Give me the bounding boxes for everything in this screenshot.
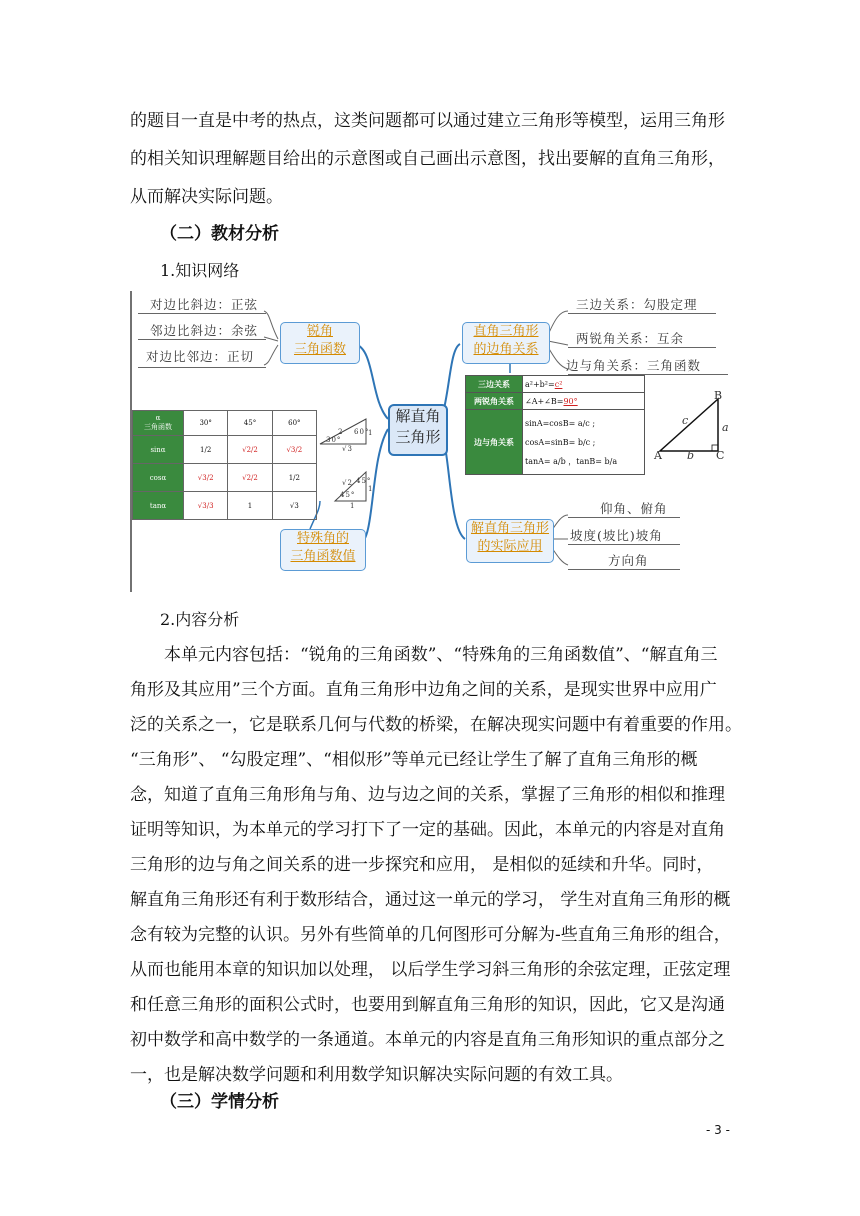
subsection-title: 2.内容分析 (160, 610, 240, 629)
node-right-line1: 直角三角形 (473, 324, 539, 339)
tri1-leg: 1 (368, 429, 374, 437)
section-heading: （三）学情分析 (160, 1092, 279, 1112)
content-line: 解直角三角形还有利于数形结合，通过这一单元的学习， 学生对直角三角形的概 (130, 890, 731, 910)
leaf-three-sides: 三边关系：勾股定理 (576, 297, 698, 312)
special-row-name: cosα (133, 464, 184, 492)
triangle-label-B: B (714, 389, 724, 402)
leaf-underline (568, 569, 680, 570)
relation-content (523, 393, 645, 410)
triangle-label-c: c (682, 414, 690, 427)
leaf-two-angles: 两锐角关系：互余 (576, 331, 685, 346)
special-value: √3/2 (184, 464, 228, 492)
relation-row (466, 376, 645, 393)
corner-label: 三角函数 (144, 423, 172, 431)
leaf-direction-angle: 方向角 (608, 553, 649, 568)
special-row (133, 492, 317, 520)
node-acute-trig (280, 322, 360, 364)
special-value: 1/2 (272, 464, 316, 492)
section-heading: （二）教材分析 (160, 224, 279, 244)
tri1-base: √3 (342, 445, 353, 453)
tri2-angle-bottom: 45° (340, 491, 356, 499)
special-header-row (133, 411, 317, 436)
special-header: 60° (272, 411, 316, 436)
relation-label: 两锐角关系 (466, 393, 523, 410)
relation-label: 三边关系 (466, 376, 523, 393)
special-value: 1/2 (184, 436, 228, 464)
relation-formula: a²+b²= (525, 379, 555, 389)
tri2-hyp: √2 (342, 479, 353, 487)
node-apply-line2: 的实际应用 (477, 539, 543, 554)
special-value: 1 (228, 492, 272, 520)
leaf-underline (138, 367, 266, 368)
intro-line: 从而解决实际问题。 (130, 187, 283, 207)
tri2-leg: 1 (368, 485, 374, 493)
special-value: √2/2 (228, 436, 272, 464)
leaf-underline (138, 313, 266, 314)
relation-label: 边与角关系 (466, 410, 523, 475)
special-corner (133, 411, 184, 436)
relation-row (466, 410, 645, 475)
special-row-name: sinα (133, 436, 184, 464)
leaf-underline (568, 544, 680, 545)
content-line: 从而也能用本章的知识加以处理， 以后学生学习斜三角形的余弦定理，正弦定理 (130, 960, 731, 980)
tri2-base: 1 (350, 502, 356, 510)
content-line: 本单元内容包括：“锐角的三角函数”、“特殊角的三角函数值”、“解直角三 (164, 645, 718, 665)
triangle-label-b: b (687, 449, 696, 462)
triangle-label-a: a (722, 421, 730, 434)
leaf-underline (568, 517, 680, 518)
page-number: - 3 - (706, 1123, 730, 1137)
leaf-tangent: 对边比邻边：正切 (146, 349, 255, 364)
special-value: √3 (272, 492, 316, 520)
leaf-underline (568, 347, 716, 348)
tri1-angle30: 30° (326, 436, 342, 444)
content-line: 证明等知识，为本单元的学习打下了一定的基础。因此，本单元的内容是对直角 (130, 820, 725, 840)
leaf-elevation-depression: 仰角、俯角 (600, 501, 668, 516)
side-angle-formula: cosA=sinB= b/c ; (525, 437, 596, 447)
side-angle-formula: sinA=cosB= a/c ; (525, 418, 596, 428)
tri1-hyp: 2 (338, 428, 344, 436)
node-practical-application (466, 519, 554, 563)
leaf-cosine: 邻边比斜边：余弦 (150, 323, 259, 338)
content-line: “三角形”、 “勾股定理”、“相似形”等单元已经让学生了解了直角三角形的概 (130, 750, 698, 770)
relation-row (466, 393, 645, 410)
content-line: 初中数学和高中数学的一条通道。本单元的内容是直角三角形知识的重点部分之 (130, 1030, 725, 1050)
triangle-label-A: A (654, 449, 663, 462)
triangle-label-C: C (716, 449, 726, 462)
node-apply-line1: 解直角三角形 (470, 521, 549, 536)
center-line1: 解直角 (395, 407, 441, 425)
relation-content (523, 410, 645, 475)
content-line: 三角形的边与角之间关系的进一步探究和应用， 是相似的延续和升华。同时， (130, 855, 714, 875)
node-special-line2: 三角函数值 (290, 549, 356, 564)
relation-content (523, 376, 645, 393)
node-special-line1: 特殊角的 (296, 531, 349, 546)
special-angle-table (132, 410, 317, 520)
knowledge-network-mindmap (130, 289, 730, 594)
content-line: 念，知道了直角三角形角与角、边与边之间的关系，掌握了三角形的相似和推理 (130, 785, 725, 805)
node-right-line2: 的边角关系 (473, 342, 539, 357)
content-line: 泛的关系之一，它是联系几何与代数的桥梁，在解决现实问题中有着重要的作用。 (130, 715, 742, 735)
node-special-values (280, 529, 366, 571)
special-row-name: tanα (133, 492, 184, 520)
content-line: 角形及其应用”三个方面。直角三角形中边角之间的关系，是现实世界中应用广 (130, 680, 717, 700)
subsection-title: 1.知识网络 (160, 261, 240, 280)
node-acute-line1: 锐角 (306, 324, 333, 339)
center-line2: 三角形 (395, 428, 441, 446)
intro-line: 的相关知识理解题目给出的示意图或自己画出示意图，找出要解的直角三角形， (130, 149, 725, 169)
special-row (133, 436, 317, 464)
content-line: 和任意三角形的面积公式时，也要用到解直角三角形的知识，因此，它又是沟通 (130, 995, 725, 1015)
relation-table (465, 375, 645, 475)
node-right-triangle-relations (462, 322, 550, 364)
relation-formula: ∠A+∠B= (525, 396, 564, 406)
leaf-sine: 对边比斜边：正弦 (150, 297, 259, 312)
tri1-angle60: 60° (354, 428, 370, 436)
special-row (133, 464, 317, 492)
leaf-slope: 坡度(坡比)坡角 (570, 528, 663, 543)
relation-answer: 90° (563, 396, 578, 406)
side-angle-formula: tanA= a/b ，tanB= b/a (525, 456, 618, 466)
content-line: 念有较为完整的认识。另外有些简单的几何图形可分解为-些直角三角形的组合， (130, 925, 731, 945)
node-acute-line2: 三角函数 (293, 342, 346, 357)
intro-line: 的题目一直是中考的热点，这类问题都可以通过建立三角形等模型，运用三角形 (130, 111, 725, 131)
special-value: √2/2 (228, 464, 272, 492)
leaf-underline (138, 339, 266, 340)
center-node (388, 404, 448, 456)
special-header: 45° (228, 411, 272, 436)
leaf-side-angle: 边与角关系：三角函数 (566, 358, 702, 373)
leaf-underline (568, 313, 716, 314)
content-line: 一，也是解决数学问题和利用数学知识解决实际问题的有效工具。 (130, 1065, 623, 1085)
corner-alpha: α (155, 414, 161, 422)
special-value: √3/3 (184, 492, 228, 520)
special-header: 30° (184, 411, 228, 436)
special-value: √3/2 (272, 436, 316, 464)
tri2-angle-top: 45° (356, 477, 372, 485)
relation-answer: c² (554, 379, 563, 389)
